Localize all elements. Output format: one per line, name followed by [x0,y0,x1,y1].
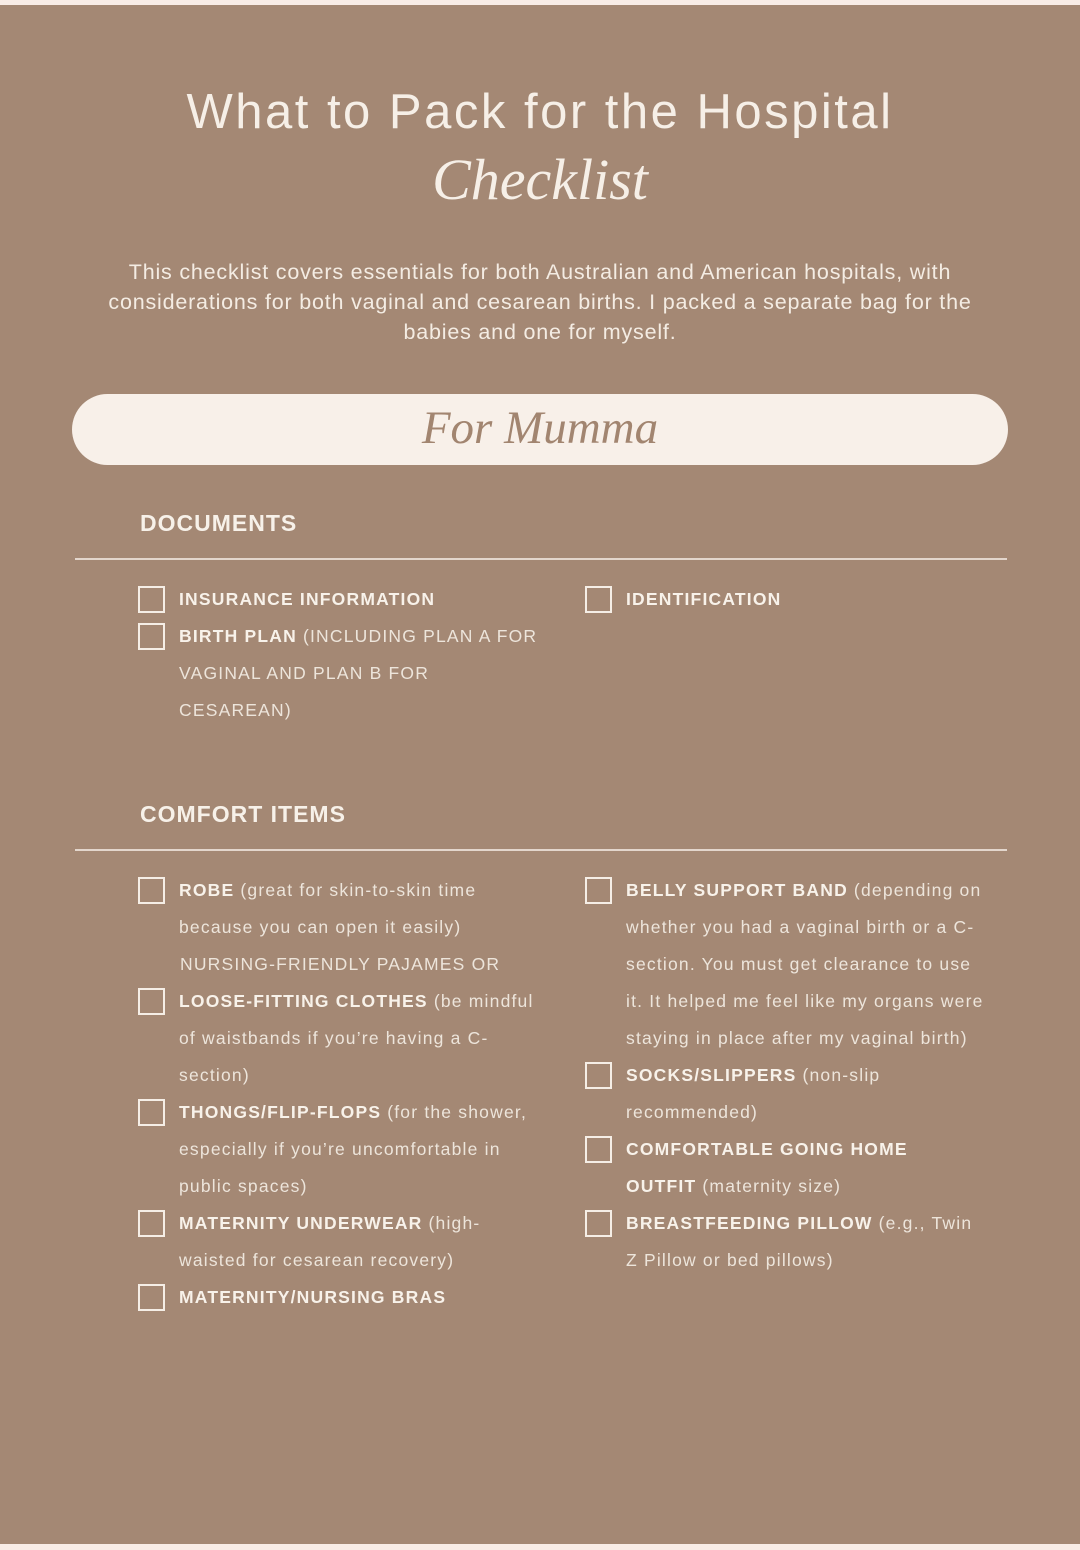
checkbox-belly-support-band[interactable] [585,877,612,904]
item-label: MATERNITY UNDERWEAR [179,1213,423,1233]
item-label: INSURANCE INFORMATION [179,589,436,609]
bottom-border-strip [0,1544,1080,1550]
checklist-item-breastfeeding-pillow [585,1205,992,1279]
checklist-item-belly-support-band [585,872,992,1057]
item-label: THONGS/FLIP-FLOPS [179,1102,382,1122]
for-mumma-banner [72,394,1008,465]
checklist-item-maternity-nursing-bras [138,1279,545,1316]
page-subtitle: Checklist [432,147,648,212]
checklist-item-thongs-flip-flops [138,1094,545,1205]
comfort-items-columns [138,872,992,1316]
checklist-item-socks-slippers [585,1057,992,1131]
banner-label: For Mumma [421,401,659,454]
checkbox-insurance-information[interactable] [138,586,165,613]
checklist-item-identification [585,581,992,618]
section-documents [0,510,1080,756]
documents-right-column [585,581,992,756]
item-label: LOOSE-FITTING CLOTHES [179,991,428,1011]
checkbox-going-home-outfit[interactable] [585,1136,612,1163]
section-comfort-items [0,801,1080,1316]
item-desc: (great for skin-to-skin time because you can open it easily) [179,880,477,937]
item-label: COMFORTABLE GOING HOME OUTFIT [626,1139,908,1196]
checkbox-maternity-nursing-bras[interactable] [138,1284,165,1311]
documents-divider [75,558,1007,560]
comfort-items-heading: COMFORT ITEMS [140,801,346,827]
item-label: BREASTFEEDING PILLOW [626,1213,873,1233]
checklist-item-going-home-outfit [585,1131,992,1205]
documents-heading: DOCUMENTS [140,510,298,536]
checkbox-loose-fitting-clothes[interactable] [138,988,165,1015]
item-desc: (non-slip recommended) [626,1065,881,1122]
top-border-strip [0,0,1080,5]
checkbox-maternity-underwear[interactable] [138,1210,165,1237]
item-label: SOCKS/SLIPPERS [626,1065,797,1085]
comfort-items-left-column [138,872,545,1316]
checkbox-identification[interactable] [585,586,612,613]
checkbox-thongs-flip-flops[interactable] [138,1099,165,1126]
checklist-item-insurance-information [138,581,545,618]
item-desc: (high-waisted for cesarean recovery) [179,1213,481,1270]
documents-left-column [138,581,545,756]
checkbox-robe[interactable] [138,877,165,904]
checkbox-birth-plan[interactable] [138,623,165,650]
checklist-item-robe [138,872,545,946]
checklist-item-birth-plan [138,618,545,729]
item-label: BELLY SUPPORT BAND [626,880,848,900]
page-title: What to Pack for the Hospital [186,85,894,139]
item-label: MATERNITY/NURSING BRAS [179,1287,447,1307]
item-label: ROBE [179,880,235,900]
intro-text: This checklist covers essentials for both Australian and American hospitals, with considerations for both vaginal and cesarean births. I packed a separate bag for the babies and one for myself. [108,260,972,344]
item-desc: (for the shower, especially if you’re uncomfortable in public spaces) [179,1102,528,1196]
comfort-items-right-column [585,872,992,1316]
documents-columns [138,581,992,756]
item-label: IDENTIFICATION [626,589,782,609]
item-desc: (be mindful of waistbands if you’re having a C-section) [179,991,534,1085]
item-desc: (INCLUDING PLAN A FOR VAGINAL AND PLAN B FOR CESAREAN) [179,626,538,720]
comfort-items-divider [75,849,1007,851]
checkbox-breastfeeding-pillow[interactable] [585,1210,612,1237]
item-desc: (maternity size) [702,1176,842,1196]
item-label: BIRTH PLAN [179,626,297,646]
checklist-item-loose-fitting-clothes [138,946,545,1094]
checkbox-socks-slippers[interactable] [585,1062,612,1089]
item-desc: (depending on whether you had a vaginal birth or a C-section. You must get clearance to use it. It helped me feel like my organs were staying in place after my vaginal birth) [626,880,984,1048]
checklist-item-maternity-underwear [138,1205,545,1279]
item-desc: (e.g., Twin Z Pillow or bed pillows) [626,1213,973,1270]
item-pre-label: NURSING-FRIENDLY PAJAMES OR [180,954,501,974]
